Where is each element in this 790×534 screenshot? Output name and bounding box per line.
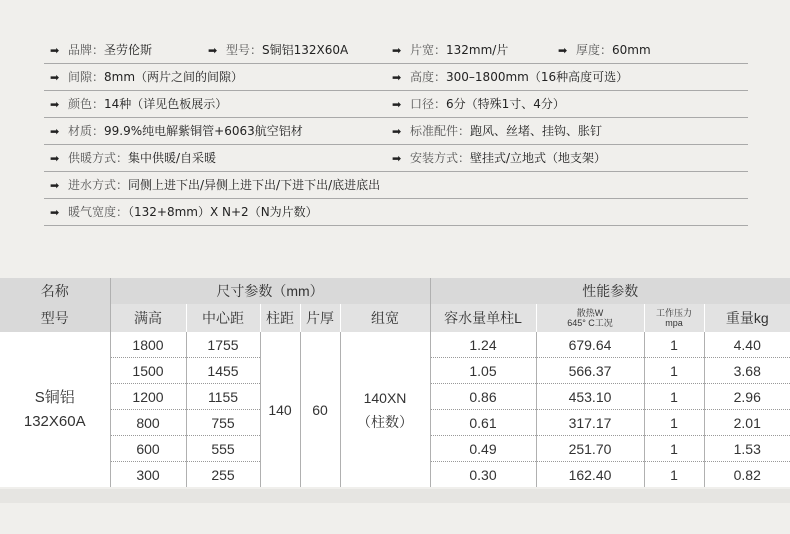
col-heat: 散热W 645° C工况: [536, 304, 644, 332]
spec-item: ➡ 标准配件：跑风、丝堵、挂钩、胀钉: [392, 118, 602, 145]
thickness-cell: 60: [300, 332, 340, 487]
footer-band: [0, 489, 790, 503]
spec-item: ➡ 型号：S铜铝132X60A: [208, 37, 348, 64]
spec-item: ➡ 进水方式：同侧上进下出/异侧上进下出/下进下出/底进底出: [50, 172, 380, 199]
spec-row: [44, 172, 748, 199]
table-header-row: [0, 278, 790, 304]
column-distance-cell: 140: [260, 332, 300, 487]
arrow-right-icon: ➡: [392, 125, 402, 138]
spec-row: [44, 145, 748, 172]
col-column-distance: 柱距: [260, 304, 300, 332]
col-full-height: 满高: [110, 304, 186, 332]
spec-item: ➡ 颜色：14种（详见色板展示）: [50, 91, 227, 118]
arrow-right-icon: ➡: [50, 206, 60, 219]
spec-item: ➡ 安装方式：壁挂式/立地式（地支架）: [392, 145, 606, 172]
size-group-header: 尺寸参数（mm）: [110, 278, 430, 304]
arrow-right-icon: ➡: [50, 44, 60, 57]
arrow-right-icon: ➡: [50, 152, 60, 165]
spec-row: [44, 64, 748, 91]
arrow-right-icon: ➡: [50, 71, 60, 84]
table-header-row: [0, 304, 790, 332]
model-header: 型号: [0, 304, 110, 332]
spec-item: ➡ 口径：6分（特殊1寸、4分）: [392, 91, 565, 118]
spec-row: [44, 91, 748, 118]
model-cell: S铜铝 132X60A: [0, 332, 110, 487]
col-weight: 重量kg: [704, 304, 790, 332]
spec-item: ➡ 暖气宽度：（132+8mm）X N+2（N为片数）: [50, 199, 318, 226]
spec-item: ➡ 厚度：60mm: [558, 37, 651, 64]
col-group-width: 组宽: [340, 304, 430, 332]
col-center-distance: 中心距: [186, 304, 260, 332]
arrow-right-icon: ➡: [392, 152, 402, 165]
col-thickness: 片厚: [300, 304, 340, 332]
arrow-right-icon: ➡: [50, 179, 60, 192]
spec-list: [44, 37, 748, 226]
arrow-right-icon: ➡: [50, 98, 60, 111]
col-capacity: 容水量单柱L: [430, 304, 536, 332]
perf-group-header: 性能参数: [430, 278, 790, 304]
spec-item: ➡ 片宽：132mm/片: [392, 37, 508, 64]
arrow-right-icon: ➡: [50, 125, 60, 138]
spec-item: ➡ 间隙：8mm（两片之间的间隙）: [50, 64, 243, 91]
spec-item: ➡ 品牌：圣劳伦斯: [50, 37, 152, 64]
group-width-cell: 140XN （柱数）: [340, 332, 430, 487]
spec-table: [0, 278, 790, 487]
table-row: 300 255 0.30 162.40 1 0.82: [0, 462, 790, 488]
spec-row: [44, 118, 748, 145]
table-row: 1200 1155 0.86 453.10 1 2.96: [0, 384, 790, 410]
table-row: 800 755 0.61 317.17 1 2.01: [0, 410, 790, 436]
spec-item: ➡ 材质：99.9%纯电解紫铜管+6063航空铝材: [50, 118, 303, 145]
arrow-right-icon: ➡: [392, 98, 402, 111]
table-row: 1500 1455 1.05 566.37 1 3.68: [0, 358, 790, 384]
arrow-right-icon: ➡: [392, 71, 402, 84]
arrow-right-icon: ➡: [208, 44, 218, 57]
spec-item: ➡ 高度：300–1800mm（16种高度可选）: [392, 64, 628, 91]
arrow-right-icon: ➡: [392, 44, 402, 57]
col-pressure: 工作压力 mpa: [644, 304, 704, 332]
name-header: 名称: [0, 278, 110, 304]
arrow-right-icon: ➡: [558, 44, 568, 57]
spec-row: [44, 37, 748, 64]
spec-row: [44, 199, 748, 226]
table-row: S铜铝 132X60A 1800 1755 140 60 140XN （柱数） 1.24 679.64 1 4.40: [0, 332, 790, 358]
table-row: 600 555 0.49 251.70 1 1.53: [0, 436, 790, 462]
spec-item: ➡ 供暖方式：集中供暖/自采暖: [50, 145, 216, 172]
